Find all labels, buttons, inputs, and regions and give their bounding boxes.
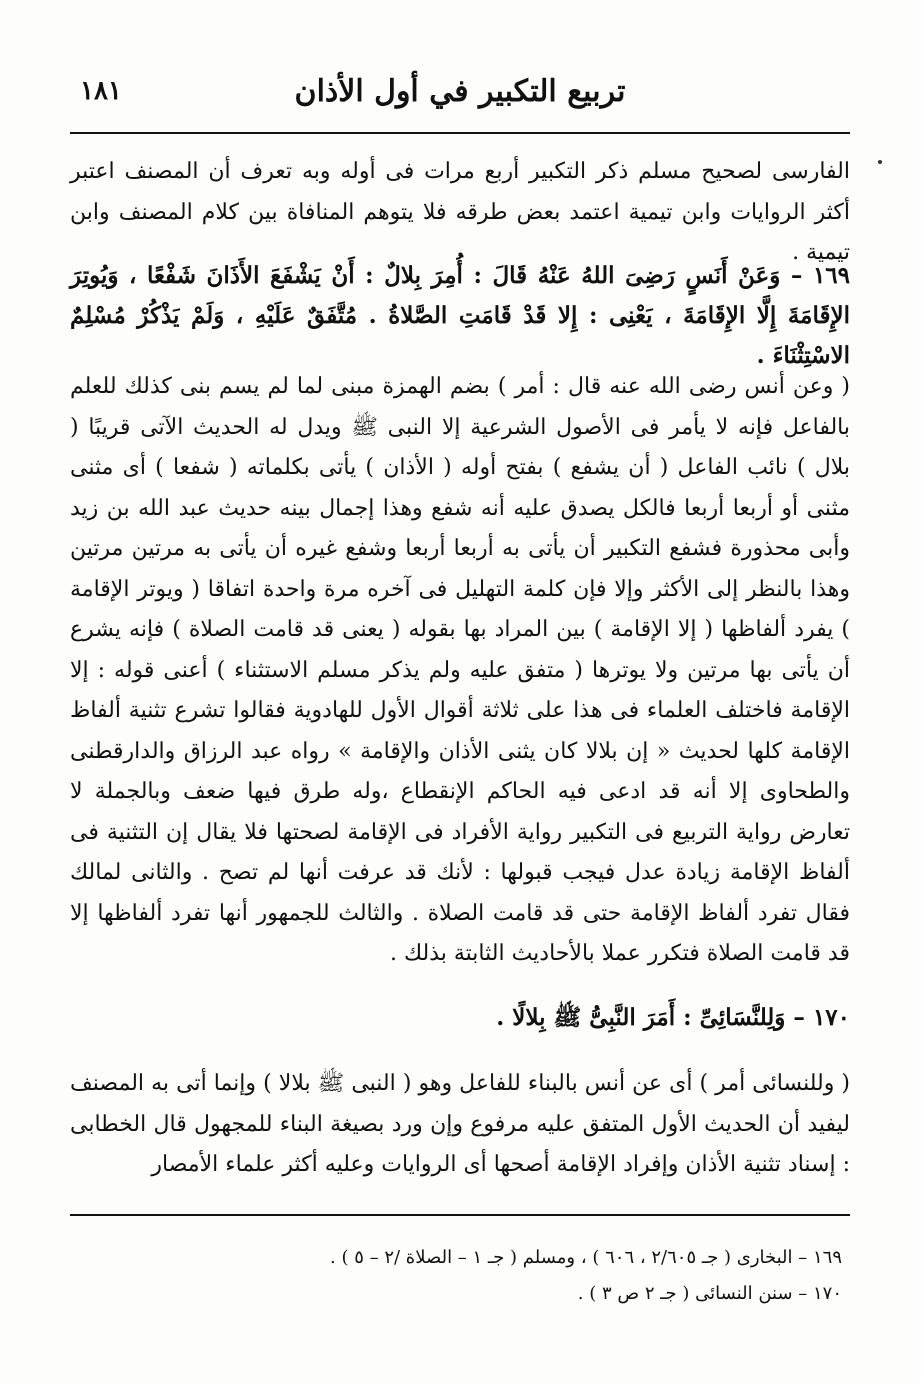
page-header <box>70 72 850 122</box>
hadith-169-text: ١٦٩ – وَعَنْ أَنَسٍ رَضِىَ اللهُ عَنْهُ قَالَ : أُمِرَ بِلالٌ : أَنْ يَشْفَعَ الأَذَانَ شَفْعًا ، وَيُوتِرَ الإِقَامَةَ إِلَّا الإِقَامَةَ ، يَعْنِى : إِلا قَدْ قَامَتِ الصَّلاةُ . مُتَّفَقٌ عَلَيْهِ ، وَلَمْ يَذْكُرْ مُسْلِمٌ الاسْتِثْنَاءَ . <box>70 262 850 369</box>
margin-dot <box>878 160 882 164</box>
page-number: ١٨١ <box>80 76 122 106</box>
commentary-169-text: ( وعن أنس رضى الله عنه قال : أمر ) بضم الهمزة مبنى لما لم يسم بنى كذلك للعلم بالفاعل فإنه لا يأمر فى الأصول الشرعية إلا النبى ﷺ ويدل له الحديث الآتى قريبًا ( بلال ) نائب الفاعل ( أن يشفع ) بفتح أوله ( الأذان ) يأتى بكلماته ( شفعا ) أى مثنى مثنى أو أربعا أربعا فالكل يصدق عليه أنه شفع وهذا إجمال بينه حديث عبد الله بن زيد وأبى محذورة فشفع التكبير أن يأتى به أربعا أربعا وشفع غيره أن يأتى به مرتين مرتين وهذا بالنظر إلى الأكثر وإلا فإن كلمة التهليل فى آخره مرة واحدة اتفاقا ( ويوتر الإقامة ) يفرد ألفاظها ( إلا الإقامة ) بين المراد بها بقوله ( يعنى قد قامت الصلاة ) فإنه يشرع أن يأتى بها مرتين ولا يوترها ( متفق عليه ولم يذكر مسلم الاستثناء ) أعنى قوله : إلا الإقامة فاختلف العلماء فى هذا على ثلاثة أقوال الأول للهادوية فقالوا تشرع تثنية ألفاظ الإقامة كلها لحديث « إن بلالا كان يثنى الأذان والإقامة » رواه عبد الرزاق والدارقطنى والطحاوى إلا أنه قد ادعى فيه الحاكم الإنقطاع ،وله طرق فيها ضعف وبالجملة لا تعارض رواية التربيع فى التكبير رواية الأفراد فى الإقامة لصحتها فلا يقال إن التثنية فى ألفاظ الإقامة زيادة عدل فيجب قبولها : لأنك قد عرفت أنها لم تصح . والثانى لمالك فقال تفرد ألفاظ الإقامة حتى قد قامت الصلاة . والثالث للجمهور أنها تفرد ألفاظها إلا قد قامت الصلاة فتكرر عملا بالأحاديث الثابتة بذلك . <box>70 374 851 966</box>
hadith-170 <box>70 998 850 1038</box>
footnotes <box>70 1240 850 1312</box>
commentary-169 <box>70 367 850 975</box>
commentary-170 <box>70 1064 850 1186</box>
hadith-170-text: ١٧٠ – وَلِلنَّسَائِىِّ : أَمَرَ النَّبِىُّ ﷺ بِلالًا . <box>496 1004 850 1031</box>
intro-paragraph-text: الفارسى لصحيح مسلم ذكر التكبير أربع مرات فى أوله وبه تعرف أن المصنف اعتبر أكثر الروايات وابن تيمية اعتمد بعض طرقه فلا يتوهم المنافاة بين كلام المصنف وابن تيمية . <box>70 159 850 265</box>
commentary-170-text: ( وللنسائى أمر ) أى عن أنس بالبناء للفاعل وهو ( النبى ﷺ بلالا ) وإنما أتى به المصنف ليفيد أن الحديث الأول المتفق عليه مرفوع وإن ورد بصيغة البناء للمجهول قال الخطابى : إسناد تثنية الأذان وإفراد الإقامة أصحها أى الروايات وعليه أكثر علماء الأمصار <box>70 1071 850 1177</box>
footnote-rule <box>70 1214 850 1216</box>
header-rule <box>70 132 850 134</box>
footnote-169: ١٦٩ – البخارى ( جـ ٢/٦٠٥ ، ٦٠٦ ) ، ومسلم ( جـ ١ – الصلاة /٢ – ٥ ) . <box>330 1247 842 1268</box>
footnote-170: ١٧٠ – سنن النسائى ( جـ ٢ ص ٣ ) . <box>577 1283 842 1304</box>
hadith-169 <box>70 256 850 376</box>
book-page <box>70 0 850 1383</box>
running-title: تربيع التكبير في أول الأذان <box>294 74 626 109</box>
